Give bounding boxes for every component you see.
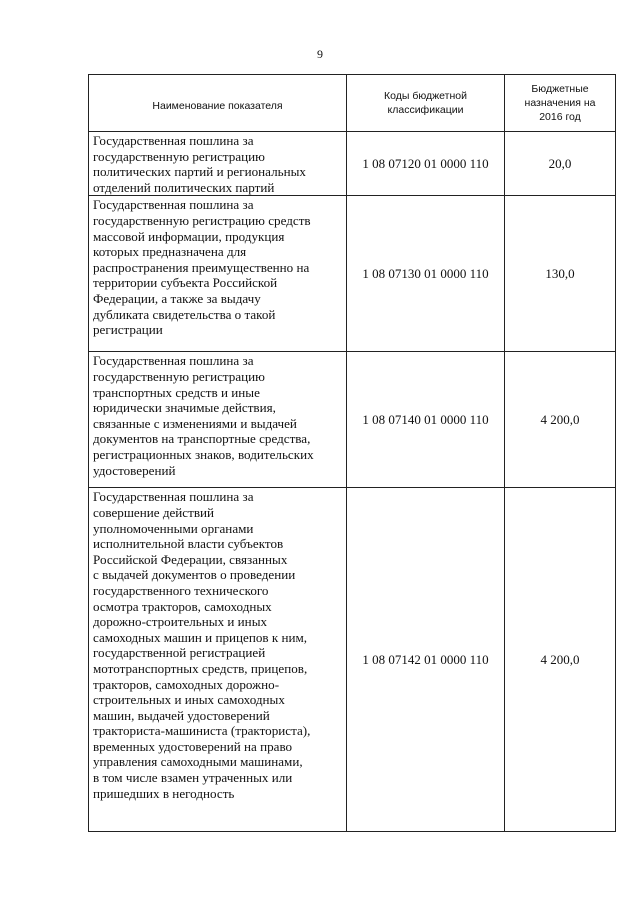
row-name-line: дорожно-строительных и иных [93, 614, 268, 630]
row-name [89, 488, 347, 832]
row-name-line: которых предназначена для [93, 244, 247, 260]
row-name-line: государственную регистрацию [93, 368, 265, 384]
row-amount: 4 200,0 [505, 488, 616, 832]
header-code: Коды бюджетной классификации [347, 75, 505, 132]
row-name-line: Государственная пошлина за [93, 489, 254, 505]
row-name-line: тракториста-машиниста (тракториста), [93, 723, 311, 739]
row-name-line: осмотра тракторов, самоходных [93, 598, 272, 614]
table-row [89, 352, 616, 488]
row-name-line: документов на транспортные средства, [93, 431, 311, 447]
row-name-line: связанные с изменениями и выдачей [93, 415, 297, 431]
row-name-line: государственную регистрацию [93, 148, 265, 164]
row-name-line: с выдачей документов о проведении [93, 567, 296, 583]
table-header-row [89, 75, 616, 132]
row-name-line: массовой информации, продукция [93, 228, 285, 244]
row-name-line: в том числе взамен утраченных или [93, 770, 293, 786]
row-name-line: Государственная пошлина за [93, 197, 254, 213]
row-name-line: Российской Федерации, связанных [93, 551, 288, 567]
row-name [89, 196, 347, 352]
row-amount: 4 200,0 [505, 352, 616, 488]
row-name-line: юридически значимые действия, [93, 400, 276, 416]
row-name-line: самоходных машин и прицепов к ним, [93, 629, 308, 645]
row-name-line: политических партий и региональных [93, 164, 306, 180]
row-name-line: удостоверений [93, 462, 176, 478]
row-code: 1 08 07142 01 0000 110 [347, 488, 505, 832]
row-name-line: пришедших в негодность [93, 785, 235, 801]
row-name-line: совершение действий [93, 504, 215, 520]
header-amount: Бюджетные назначения на 2016 год [505, 75, 616, 132]
row-name-line: машин, выдачей удостоверений [93, 707, 270, 723]
row-name-line: управления самоходными машинами, [93, 754, 303, 770]
row-name-line: регистрации [93, 322, 163, 338]
row-name-line: отделений политических партий [93, 179, 275, 195]
row-name-line: мототранспортных средств, прицепов, [93, 660, 308, 676]
row-name-line: регистрационных знаков, водительских [93, 446, 314, 462]
budget-table [88, 74, 616, 832]
row-name-line: Государственная пошлина за [93, 353, 254, 369]
header-name: Наименование показателя [89, 75, 347, 132]
row-name-line: временных удостоверений на право [93, 738, 293, 754]
row-name-line: распространения преимущественно на [93, 259, 310, 275]
row-name-line: уполномоченными органами [93, 520, 254, 536]
row-code: 1 08 07120 01 0000 110 [347, 132, 505, 196]
row-code: 1 08 07130 01 0000 110 [347, 196, 505, 352]
row-name-line: Государственная пошлина за [93, 133, 254, 148]
row-name-line: строительных и иных самоходных [93, 692, 285, 708]
row-name-line: исполнительной власти субъектов [93, 536, 284, 552]
row-name-line: транспортных средств и иные [93, 384, 260, 400]
row-amount: 130,0 [505, 196, 616, 352]
row-amount: 20,0 [505, 132, 616, 196]
row-code: 1 08 07140 01 0000 110 [347, 352, 505, 488]
table-row [89, 132, 616, 196]
row-name [89, 132, 347, 196]
row-name-line: государственную регистрацию средств [93, 212, 311, 228]
row-name [89, 352, 347, 488]
page-number: 9 [317, 47, 323, 61]
row-name-line: тракторов, самоходных дорожно- [93, 676, 280, 692]
table-row [89, 196, 616, 352]
row-name-line: государственного технического [93, 582, 269, 598]
row-name-line: государственной регистрацией [93, 645, 266, 661]
table-row [89, 488, 616, 832]
row-name-line: Федерации, а также за выдачу [93, 290, 261, 306]
row-name-line: дубликата свидетельства о такой [93, 306, 276, 322]
row-name-line: территории субъекта Российской [93, 275, 278, 291]
